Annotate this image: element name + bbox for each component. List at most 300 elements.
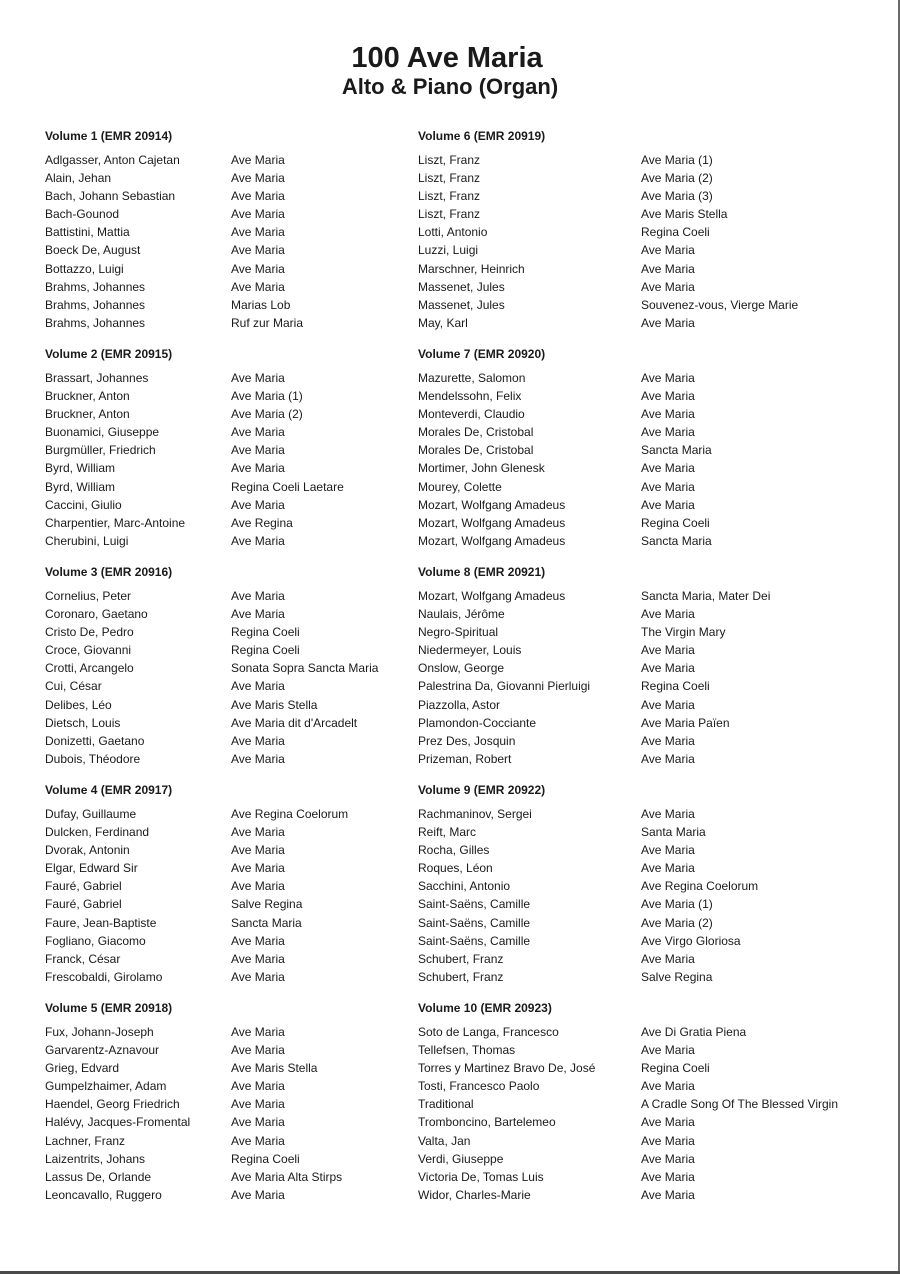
list-item (45, 969, 378, 987)
list-item (45, 1024, 378, 1042)
piece-title: Ave Maria (641, 951, 695, 966)
piece-title: Ave Virgo Gloriosa (641, 933, 741, 948)
list-item (45, 170, 378, 188)
piece-title: Ave Maria (641, 1043, 695, 1058)
composer-name: Fogliano, Giacomo (45, 933, 146, 948)
piece-title: Ave Maria (231, 1115, 285, 1130)
composer-name: Palestrina Da, Giovanni Pierluigi (418, 679, 591, 694)
composer-name: Brassart, Johannes (45, 371, 149, 385)
list-item (45, 515, 378, 533)
piece-title: Sancta Maria (231, 915, 302, 930)
piece-title: Ave Maria (231, 261, 285, 276)
composer-name: Fauré, Gabriel (45, 897, 122, 912)
piece-title: Ave Maria (1) (641, 153, 713, 167)
list-item (45, 242, 378, 260)
composer-name: Prizeman, Robert (418, 751, 512, 766)
composer-name: Massenet, Jules (418, 297, 505, 312)
composer-name: Alain, Jehan (45, 171, 112, 186)
composer-name: Monteverdi, Claudio (418, 407, 525, 422)
piece-title: Regina Coeli (231, 625, 300, 640)
piece-title: Ave Maria (641, 643, 695, 658)
composer-name: Garvarentz-Aznavour (45, 1043, 160, 1058)
list-item (45, 915, 378, 933)
piece-title: Ave Maria (231, 825, 285, 840)
composer-name: Bach, Johann Sebastian (45, 189, 176, 204)
list-item (45, 588, 378, 606)
list-item (45, 951, 378, 969)
list-item (45, 188, 378, 206)
list-item (418, 606, 838, 624)
composer-name: Verdi, Giuseppe (418, 1151, 504, 1166)
piece-title: Ave Maria (231, 969, 285, 984)
list-item (418, 442, 838, 460)
volume-heading: Volume 5 (EMR 20918) (45, 1001, 173, 1015)
list-item (418, 951, 838, 969)
piece-title: Ave Maria (231, 461, 285, 476)
list-item (45, 933, 378, 951)
list-item (45, 152, 378, 170)
list-item (45, 261, 378, 279)
list-item (45, 842, 378, 860)
composer-name: Liszt, Franz (418, 207, 481, 222)
composer-name: Mourey, Colette (418, 479, 502, 494)
volume-heading: Volume 8 (EMR 20921) (418, 565, 546, 579)
composer-name: Roques, Léon (418, 861, 493, 876)
list-item (418, 1169, 838, 1187)
piece-title: Ave Maria (231, 1187, 285, 1202)
volume-heading: Volume 10 (EMR 20923) (418, 1001, 552, 1015)
piece-title: Ave Maris Stella (231, 697, 318, 712)
piece-title: Ave Maria (231, 1043, 285, 1058)
composer-name: Cristo De, Pedro (45, 625, 134, 640)
piece-title: Ave Maria (231, 225, 285, 240)
list-item (45, 297, 378, 315)
piece-title: Ave Maria (641, 807, 695, 821)
composer-name: Sacchini, Antonio (418, 879, 511, 894)
composer-name: Cornelius, Peter (45, 589, 132, 603)
list-item (418, 715, 838, 733)
piece-title: Ave Maria (231, 751, 285, 766)
list-item (45, 1187, 378, 1205)
composer-name: Morales De, Cristobal (418, 443, 534, 458)
list-item (45, 497, 378, 515)
list-item (45, 533, 378, 551)
volume-heading: Volume 6 (EMR 20919) (418, 129, 546, 143)
composer-name: Mendelssohn, Felix (418, 389, 522, 404)
list-item (418, 733, 838, 751)
composer-name: Cui, César (45, 679, 102, 694)
piece-title: Ave Maria (641, 261, 695, 276)
composer-name: Liszt, Franz (418, 171, 481, 186)
composer-name: Liszt, Franz (418, 189, 481, 204)
page-title: 100 Ave Maria (351, 42, 543, 74)
piece-title: Ave Maria (641, 479, 695, 494)
volume-section (45, 346, 378, 564)
piece-title: Ave Maria (641, 243, 695, 258)
piece-title: Ave Maria (231, 243, 285, 258)
composer-name: Soto de Langa, Francesco (418, 1025, 559, 1039)
composer-name: Brahms, Johannes (45, 297, 146, 312)
list-item (418, 479, 838, 497)
composer-name: Tellefsen, Thomas (418, 1043, 516, 1058)
piece-title: Ave Maria dit d'Arcadelt (231, 715, 358, 730)
list-item (45, 606, 378, 624)
volume-section (45, 782, 378, 1000)
title-block (0, 42, 880, 100)
list-item (418, 1187, 838, 1205)
composer-name: Byrd, William (45, 479, 116, 494)
composer-name: Faure, Jean-Baptiste (45, 915, 157, 930)
list-item (45, 878, 378, 896)
composer-name: Plamondon-Cocciante (418, 715, 537, 730)
piece-title: Ave Maria (231, 533, 285, 548)
list-item (45, 224, 378, 242)
list-item (418, 533, 838, 551)
piece-title: Ave Maria (231, 933, 285, 948)
list-item (45, 697, 378, 715)
list-item (418, 297, 838, 315)
piece-title: Ave Maria (2) (641, 915, 713, 930)
list-item (45, 460, 378, 478)
composer-name: Naulais, Jérôme (418, 607, 505, 622)
composer-name: Valta, Jan (418, 1133, 471, 1148)
composer-name: Saint-Saëns, Camille (418, 897, 531, 912)
list-item (45, 442, 378, 460)
composer-name: May, Karl (418, 315, 468, 330)
list-item (418, 497, 838, 515)
list-item (418, 842, 838, 860)
list-item (45, 733, 378, 751)
volume-section (418, 128, 838, 346)
composer-name: Victoria De, Tomas Luis (418, 1169, 544, 1184)
composer-name: Traditional (418, 1097, 474, 1112)
piece-title: Ave Regina Coelorum (231, 807, 349, 821)
piece-title: Ave Maria (2) (641, 171, 713, 186)
list-item (45, 406, 378, 424)
list-item (418, 388, 838, 406)
piece-title: Regina Coeli (641, 225, 710, 240)
list-item (45, 479, 378, 497)
composer-name: Adlgasser, Anton Cajetan (45, 153, 180, 167)
piece-title: Regina Coeli (231, 1151, 300, 1166)
volume-heading: Volume 9 (EMR 20922) (418, 783, 546, 797)
list-item (418, 642, 838, 660)
composer-name: Saint-Saëns, Camille (418, 933, 531, 948)
volume-heading: Volume 4 (EMR 20917) (45, 783, 173, 797)
piece-title: Ave Maria (641, 861, 695, 876)
list-item (45, 824, 378, 842)
piece-title: Ave Maria (641, 1079, 695, 1094)
piece-title: Ave Maria (641, 1115, 695, 1130)
piece-title: Ave Maria (231, 279, 285, 294)
left-column (45, 128, 378, 1218)
composer-name: Fux, Johann-Joseph (45, 1025, 154, 1039)
list-item (45, 1169, 378, 1187)
piece-title: Sonata Sopra Sancta Maria (231, 661, 379, 676)
list-item (45, 896, 378, 914)
list-item (45, 624, 378, 642)
piece-title: Ave Maria (231, 607, 285, 622)
piece-title: Regina Coeli (641, 515, 710, 530)
list-item (418, 206, 838, 224)
piece-title: Ave Maria (641, 661, 695, 676)
piece-title: Ave Maria (641, 843, 695, 858)
piece-title: Ave Maria (231, 1097, 285, 1112)
list-item (418, 1114, 838, 1132)
composer-name: Piazzolla, Astor (418, 697, 501, 712)
list-item (45, 806, 378, 824)
list-item (418, 660, 838, 678)
composer-name: Tromboncino, Bartelemeo (418, 1115, 556, 1130)
volume-section (45, 128, 378, 346)
composer-name: Burgmüller, Friedrich (45, 443, 156, 458)
piece-title: Ave Maria (641, 1169, 695, 1184)
list-item (418, 697, 838, 715)
piece-title: Ave Maria (641, 733, 695, 748)
composer-name: Charpentier, Marc-Antoine (45, 515, 186, 530)
composer-name: Schubert, Franz (418, 969, 504, 984)
piece-title: Ave Maria (231, 1025, 285, 1039)
list-item (45, 678, 378, 696)
piece-title: Ave Maria (231, 1079, 285, 1094)
composer-name: Elgar, Edward Sir (45, 861, 138, 876)
composer-name: Frescobaldi, Girolamo (45, 969, 163, 984)
piece-title: Ave Maria (231, 951, 285, 966)
piece-title: Ave Maria (641, 497, 695, 512)
piece-title: Ave Maria (641, 407, 695, 422)
list-item (418, 878, 838, 896)
list-item (418, 370, 838, 388)
piece-title: Ave Maria (231, 879, 285, 894)
composer-name: Cherubini, Luigi (45, 533, 129, 548)
volume-heading: Volume 2 (EMR 20915) (45, 347, 173, 361)
piece-title: Marias Lob (231, 297, 291, 312)
piece-title: Ave Maria (1) (231, 389, 303, 404)
list-item (418, 242, 838, 260)
piece-title: Ave Maria (231, 589, 285, 603)
list-item (418, 406, 838, 424)
piece-title: Ave Regina Coelorum (641, 879, 759, 894)
list-item (418, 1133, 838, 1151)
piece-title: Ave Maria (641, 1151, 695, 1166)
composer-name: Massenet, Jules (418, 279, 505, 294)
list-item (418, 515, 838, 533)
composer-name: Niedermeyer, Louis (418, 643, 522, 658)
piece-title: Santa Maria (641, 825, 706, 840)
composer-name: Caccini, Giulio (45, 497, 122, 512)
list-item (418, 806, 838, 824)
composer-name: Dvorak, Antonin (45, 843, 130, 858)
composer-name: Brahms, Johannes (45, 315, 146, 330)
piece-title: Ave Maria (231, 861, 285, 876)
piece-title: Sancta Maria (641, 533, 712, 548)
list-item (418, 261, 838, 279)
composer-name: Bottazzo, Luigi (45, 261, 124, 276)
list-item (418, 933, 838, 951)
list-item (418, 1151, 838, 1169)
composer-name: Grieg, Edvard (45, 1061, 120, 1076)
piece-title: Ave Maria (231, 153, 285, 167)
list-item (418, 279, 838, 297)
composer-name: Negro-Spiritual (418, 625, 499, 640)
volume-section (418, 1000, 838, 1218)
composer-name: Byrd, William (45, 461, 116, 476)
list-item (45, 315, 378, 333)
composer-name: Brahms, Johannes (45, 279, 146, 294)
list-item (45, 1096, 378, 1114)
composer-name: Buonamici, Giuseppe (45, 425, 160, 440)
list-item (45, 1133, 378, 1151)
composer-name: Mozart, Wolfgang Amadeus (418, 515, 566, 530)
volume-section (418, 564, 838, 782)
list-item (418, 751, 838, 769)
piece-title: Ave Maria (3) (641, 189, 713, 204)
piece-title: Ave Maris Stella (231, 1061, 318, 1076)
composer-name: Lassus De, Orlande (45, 1169, 152, 1184)
composer-name: Mozart, Wolfgang Amadeus (418, 497, 566, 512)
list-item (45, 424, 378, 442)
piece-title: Ave Maria (641, 1187, 695, 1202)
list-item (418, 588, 838, 606)
list-item (418, 224, 838, 242)
piece-title: Regina Coeli Laetare (231, 479, 344, 494)
composer-name: Donizetti, Gaetano (45, 733, 145, 748)
composer-name: Dufay, Guillaume (45, 807, 137, 821)
list-item (418, 1078, 838, 1096)
piece-title: Ave Maria (641, 279, 695, 294)
composer-name: Lachner, Franz (45, 1133, 126, 1148)
composer-name: Luzzi, Luigi (418, 243, 479, 258)
composer-name: Fauré, Gabriel (45, 879, 122, 894)
composer-name: Bruckner, Anton (45, 389, 130, 404)
piece-title: The Virgin Mary (641, 625, 726, 640)
list-item (418, 152, 838, 170)
right-column (418, 128, 838, 1218)
piece-title: Ave Maria (641, 1133, 695, 1148)
list-item (418, 188, 838, 206)
piece-title: Ave Maria (641, 315, 695, 330)
piece-title: Ave Maria (641, 697, 695, 712)
composer-name: Mazurette, Salomon (418, 371, 526, 385)
composer-name: Saint-Saëns, Camille (418, 915, 531, 930)
composer-name: Dulcken, Ferdinand (45, 825, 150, 840)
list-item (418, 915, 838, 933)
volume-section (418, 782, 838, 1000)
composer-name: Rocha, Gilles (418, 843, 490, 858)
composer-name: Laizentrits, Johans (45, 1151, 146, 1166)
composer-name: Bruckner, Anton (45, 407, 130, 422)
page-subtitle: Alto & Piano (Organ) (341, 74, 559, 99)
list-item (45, 370, 378, 388)
list-item (45, 751, 378, 769)
list-item (45, 860, 378, 878)
list-item (45, 1078, 378, 1096)
composer-name: Croce, Giovanni (45, 643, 132, 658)
list-item (45, 206, 378, 224)
composer-name: Boeck De, August (45, 243, 141, 258)
list-item (418, 1042, 838, 1060)
piece-title: Ave Maria (641, 751, 695, 766)
piece-title: Ave Maria (231, 733, 285, 748)
piece-title: Ave Maria (231, 171, 285, 186)
composer-name: Mozart, Wolfgang Amadeus (418, 533, 566, 548)
list-item (45, 642, 378, 660)
composer-name: Liszt, Franz (418, 153, 481, 167)
list-item (418, 678, 838, 696)
list-item (418, 424, 838, 442)
list-item (418, 315, 838, 333)
composer-name: Haendel, Georg Friedrich (45, 1097, 180, 1112)
piece-title: Ave Di Gratia Piena (641, 1025, 747, 1039)
list-item (45, 279, 378, 297)
list-item (418, 896, 838, 914)
list-item (418, 460, 838, 478)
piece-title: Ave Regina (231, 515, 293, 530)
piece-title: Ave Maria (231, 1133, 285, 1148)
piece-title: Ave Maria (231, 189, 285, 204)
list-item (418, 824, 838, 842)
list-item (418, 1024, 838, 1042)
piece-title: Regina Coeli (231, 643, 300, 658)
piece-title: Ave Maria (231, 443, 285, 458)
list-item (418, 969, 838, 987)
composer-name: Mortimer, John Glenesk (418, 461, 545, 476)
volume-heading: Volume 1 (EMR 20914) (45, 129, 173, 143)
list-item (45, 388, 378, 406)
composer-name: Battistini, Mattia (45, 225, 130, 240)
piece-title: Ave Maria (1) (641, 897, 713, 912)
composer-name: Onslow, George (418, 661, 505, 676)
piece-title: Ave Maria (641, 371, 695, 385)
piece-title: Sancta Maria (641, 443, 712, 458)
composer-name: Prez Des, Josquin (418, 733, 516, 748)
composer-name: Rachmaninov, Sergei (418, 807, 532, 821)
piece-title: Ave Maria (231, 207, 285, 222)
composer-name: Gumpelzhaimer, Adam (45, 1079, 167, 1094)
list-item (45, 1042, 378, 1060)
volume-section (45, 564, 378, 782)
list-item (45, 660, 378, 678)
list-item (45, 1114, 378, 1132)
piece-title: Ave Maria (2) (231, 407, 303, 422)
piece-title: Souvenez-vous, Vierge Marie (641, 297, 799, 312)
list-item (418, 860, 838, 878)
piece-title: Ave Maria (641, 389, 695, 404)
composer-name: Dietsch, Louis (45, 715, 121, 730)
piece-title: Ave Maria (641, 607, 695, 622)
list-item (418, 1096, 838, 1114)
composer-name: Mozart, Wolfgang Amadeus (418, 589, 566, 603)
composer-name: Halévy, Jacques-Fromental (45, 1115, 191, 1130)
composer-name: Coronaro, Gaetano (45, 607, 148, 622)
volume-section (45, 1000, 378, 1218)
composer-name: Dubois, Théodore (45, 751, 141, 766)
piece-title: Regina Coeli (641, 679, 710, 694)
piece-title: Regina Coeli (641, 1061, 710, 1076)
piece-title: Ave Maria (231, 843, 285, 858)
list-item (418, 170, 838, 188)
piece-title: Ave Maria (231, 497, 285, 512)
piece-title: Ave Maria (641, 425, 695, 440)
volume-section (418, 346, 838, 564)
composer-name: Franck, César (45, 951, 121, 966)
composer-name: Morales De, Cristobal (418, 425, 534, 440)
composer-name: Schubert, Franz (418, 951, 504, 966)
composer-name: Torres y Martinez Bravo De, José (418, 1061, 596, 1076)
composer-name: Marschner, Heinrich (418, 261, 525, 276)
composer-name: Crotti, Arcangelo (45, 661, 134, 676)
piece-title: Sancta Maria, Mater Dei (641, 589, 771, 603)
